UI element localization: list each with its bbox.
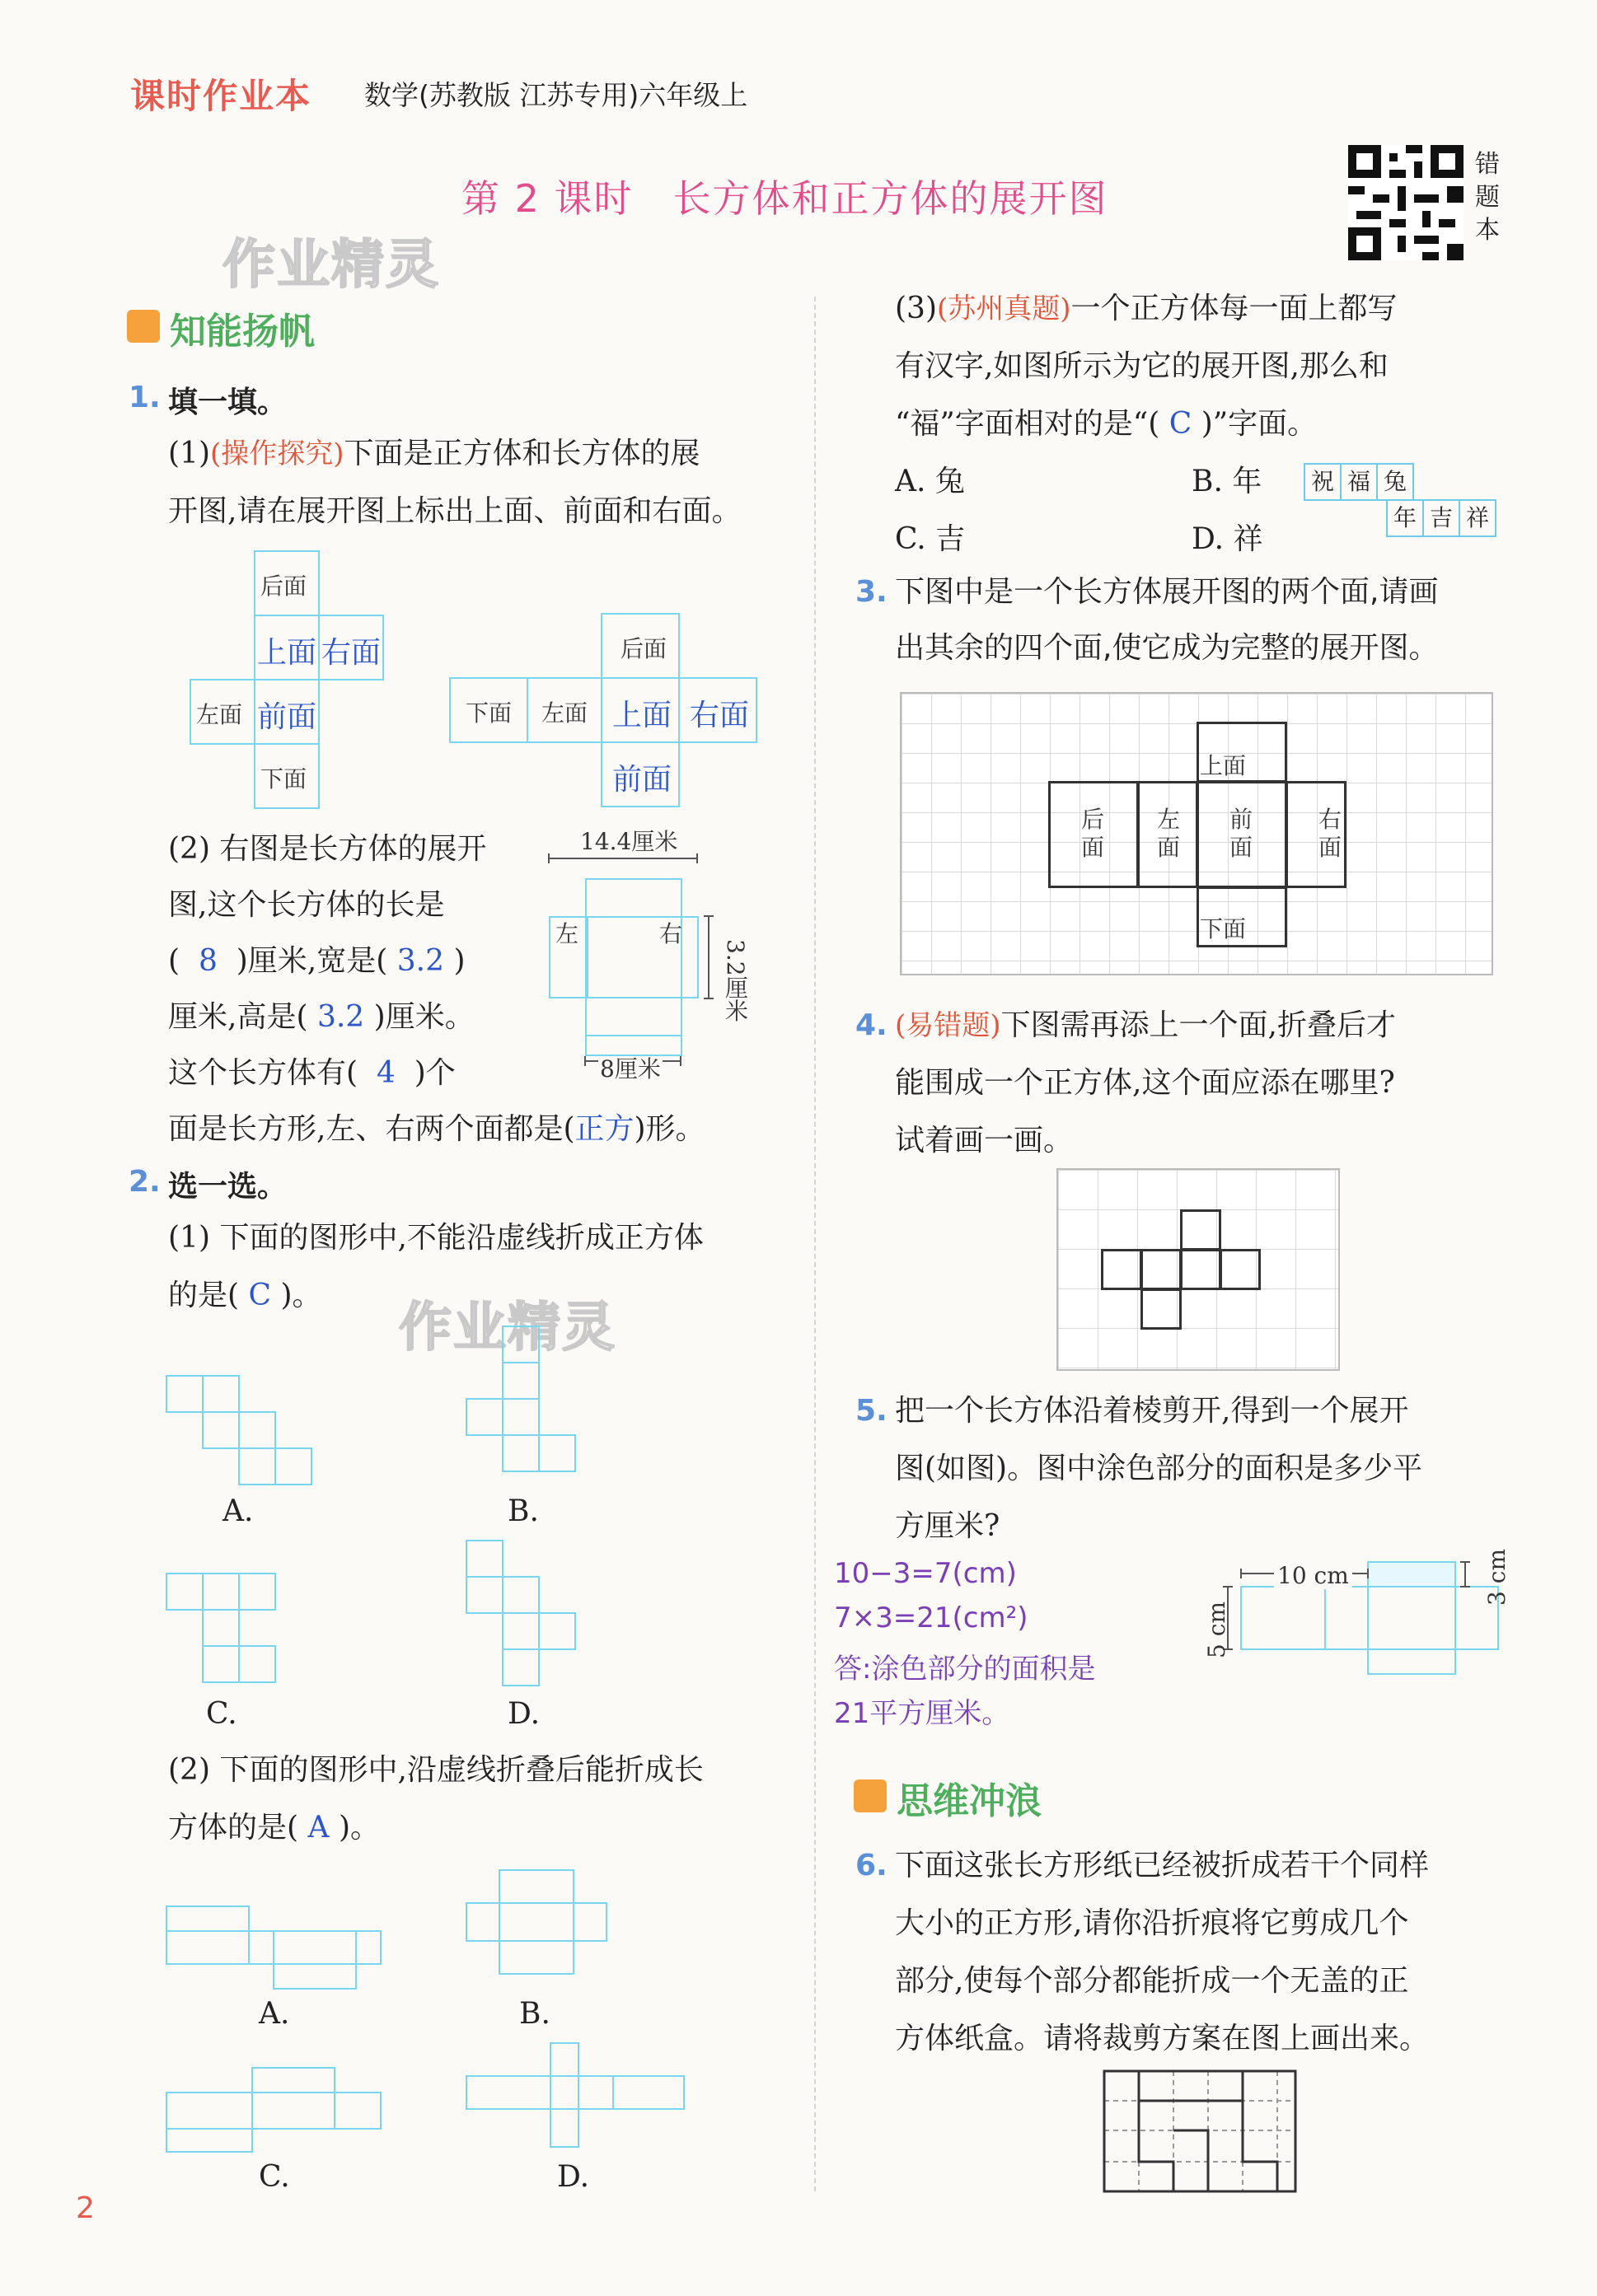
net-option-d[interactable] (461, 1532, 593, 1697)
face-label: 左面 (541, 699, 588, 727)
option-text: A. 兔 (895, 465, 965, 498)
face-label: 下面 (1200, 915, 1247, 942)
face-label-answer: 上面 (257, 636, 317, 670)
question-text: 厘米,高是( 3.2 )厘米。 (168, 1000, 475, 1034)
cube-face: 祝 (1304, 463, 1342, 501)
cube-net-1 (190, 550, 387, 814)
page-number: 2 (76, 2191, 95, 2225)
face-label-answer: 前面 (612, 763, 672, 797)
face-label: 后面 (1081, 806, 1105, 861)
face-label: 右 (659, 920, 683, 947)
wrong-question-book-label: 错题本 (1475, 150, 1500, 245)
lesson-title: 第 2 课时 长方体和正方体的展开图 (461, 176, 1108, 221)
face-label: 左面 (196, 701, 243, 728)
cuboid-net-q5 (1203, 1549, 1516, 1705)
section-icon (127, 310, 160, 343)
option-text: C. 吉 (895, 522, 966, 556)
question-text: 方厘米? (895, 1509, 1000, 1543)
question-text: (1)(操作探究)下面是正方体和长方体的展 (168, 437, 700, 470)
section-icon (854, 1779, 887, 1812)
face-label: 左面 (1157, 806, 1181, 861)
cube-face: 兔 (1376, 463, 1414, 501)
question-title: 选一选。 (168, 1170, 288, 1204)
answer-width: 3.2 (396, 944, 444, 978)
question-text: 能围成一个正方体,这个面应添在哪里? (895, 1066, 1395, 1100)
question-text: 的是( C )。 (168, 1279, 322, 1312)
question-text: (1) 下面的图形中,不能沿虚线折成正方体 (168, 1221, 704, 1255)
dimension-label: 8厘米 (598, 1051, 663, 1084)
net-option-c[interactable] (162, 1565, 293, 1697)
question-text: 大小的正方形,请你沿折痕将它剪成几个 (895, 1906, 1409, 1940)
answer-choice: C (1168, 407, 1192, 441)
face-label: 前面 (1229, 806, 1253, 861)
cube-face: 祥 (1459, 499, 1496, 537)
answer-count: 4 (376, 1056, 396, 1090)
question-text: 试着画一画。 (895, 1124, 1074, 1157)
qr-code-icon[interactable] (1348, 145, 1464, 260)
handwritten-work: 7×3=21(cm²) (834, 1602, 1028, 1634)
dimension-label: 5 cm (1203, 1602, 1230, 1658)
section-heading: 思维冲浪 (897, 1780, 1042, 1822)
option-label: C. (206, 1697, 237, 1731)
section-heading: 知能扬帆 (170, 311, 315, 353)
option-text: D. 祥 (1192, 522, 1263, 556)
question-text: 部分,使每个部分都能折成一个无盖的正 (895, 1964, 1409, 1998)
watermark: 作业精灵 (222, 235, 440, 296)
answer-height: 3.2 (316, 1000, 365, 1034)
cube-face: 吉 (1422, 499, 1460, 537)
handwritten-work: 10−3=7(cm) (834, 1557, 1017, 1590)
cuboid-net-1 (449, 613, 762, 811)
handwritten-work: 答:涂色部分的面积是 (834, 1653, 1096, 1686)
option-label: B. (508, 1494, 539, 1528)
question-text: ( 8 )厘米,宽是( 3.2 ) (168, 944, 466, 978)
question-text: 把一个长方体沿着棱剪开,得到一个展开 (895, 1394, 1409, 1428)
question-text: 图,这个长方体的长是 (168, 888, 445, 922)
drawing-grid-q4[interactable] (1056, 1168, 1340, 1371)
folded-paper-figure[interactable] (1099, 2066, 1305, 2198)
face-label: 右面 (1318, 806, 1342, 861)
book-subtitle: 数学(苏教版 江苏专用)六年级上 (364, 79, 748, 111)
dimension-label: 3.2厘米 (722, 939, 749, 1022)
question-text: 面是长方形,左、右两个面都是(正方)形。 (168, 1112, 705, 1146)
question-text: (2) 下面的图形中,沿虚线折叠后能折成长 (168, 1753, 704, 1787)
question-text: (易错题)下图需再添上一个面,折叠后才 (895, 1008, 1396, 1042)
cube-face: 年 (1386, 499, 1424, 537)
column-divider (814, 297, 816, 2191)
question-text: 有汉字,如图所示为它的展开图,那么和 (895, 349, 1389, 383)
cuboid-option-c[interactable] (162, 2060, 400, 2158)
net-drawing (1203, 1549, 1516, 1705)
question-number: 2. (129, 1165, 161, 1199)
book-brand: 课时作业本 (130, 76, 312, 116)
question-text: 方体的是( A )。 (168, 1811, 380, 1845)
net-option-b[interactable] (461, 1318, 593, 1491)
drawing-grid-q3[interactable] (900, 692, 1493, 975)
watermark: 作业精灵 (399, 1298, 616, 1358)
face-label: 后面 (260, 573, 307, 600)
question-text: 这个长方体有( 4 )个 (168, 1056, 456, 1090)
option-label: A. (222, 1494, 254, 1528)
option-label: C. (259, 2160, 290, 2194)
question-text: 方体纸盒。请将裁剪方案在图上画出来。 (895, 2022, 1430, 2055)
face-label: 上面 (1200, 752, 1247, 779)
answer-shape: 正方 (574, 1112, 635, 1146)
option-label: D. (557, 2160, 590, 2194)
cuboid-net-figure (544, 824, 783, 1087)
character-cube-net (1304, 463, 1501, 542)
dimension-label: 14.4厘米 (580, 828, 678, 855)
question-title: 填一填。 (168, 386, 288, 419)
question-text: “福”字面相对的是“( C )”字面。 (895, 407, 1318, 441)
cuboid-option-a[interactable] (162, 1895, 400, 1994)
question-text: 下图中是一个长方体展开图的两个面,请画 (895, 575, 1439, 609)
net-option-a[interactable] (162, 1368, 326, 1491)
handwritten-work: 21平方厘米。 (834, 1697, 1010, 1730)
option-label: D. (508, 1697, 541, 1731)
question-text: (3)(苏州真题)一个正方体每一面上都写 (895, 292, 1398, 325)
question-number: 3. (855, 575, 887, 609)
face-label-answer: 上面 (612, 699, 672, 732)
question-text: 图(如图)。图中涂色部分的面积是多少平 (895, 1452, 1423, 1485)
question-number: 1. (129, 381, 161, 414)
face-label: 下面 (260, 765, 307, 793)
answer-choice: A (307, 1811, 330, 1845)
face-label-answer: 右面 (321, 636, 382, 670)
face-label: 左 (555, 920, 579, 947)
question-text: 开图,请在展开图上标出上面、前面和右面。 (168, 494, 742, 528)
dimension-label: 3 cm (1483, 1549, 1510, 1606)
face-label: 后面 (621, 635, 667, 662)
cuboid-option-d[interactable] (461, 2035, 692, 2158)
answer-choice: C (248, 1279, 272, 1312)
answer-length: 8 (198, 944, 218, 978)
question-text: 出其余的四个面,使它成为完整的展开图。 (895, 631, 1439, 665)
cube-face: 福 (1340, 463, 1378, 501)
option-label: A. (259, 1997, 290, 2031)
option-text: B. 年 (1192, 465, 1262, 498)
question-text: 下面这张长方形纸已经被折成若干个同样 (895, 1849, 1430, 1882)
question-number: 5. (855, 1394, 887, 1428)
dimension-label: 10 cm (1274, 1562, 1352, 1589)
face-label-answer: 右面 (690, 699, 750, 732)
face-label: 下面 (466, 699, 513, 727)
question-number: 4. (855, 1008, 887, 1042)
option-label: B. (519, 1997, 550, 2031)
cuboid-option-b[interactable] (461, 1862, 618, 1994)
question-text: (2) 右图是长方体的展开 (168, 832, 487, 866)
question-number: 6. (855, 1849, 887, 1882)
face-label-answer: 前面 (257, 700, 317, 734)
